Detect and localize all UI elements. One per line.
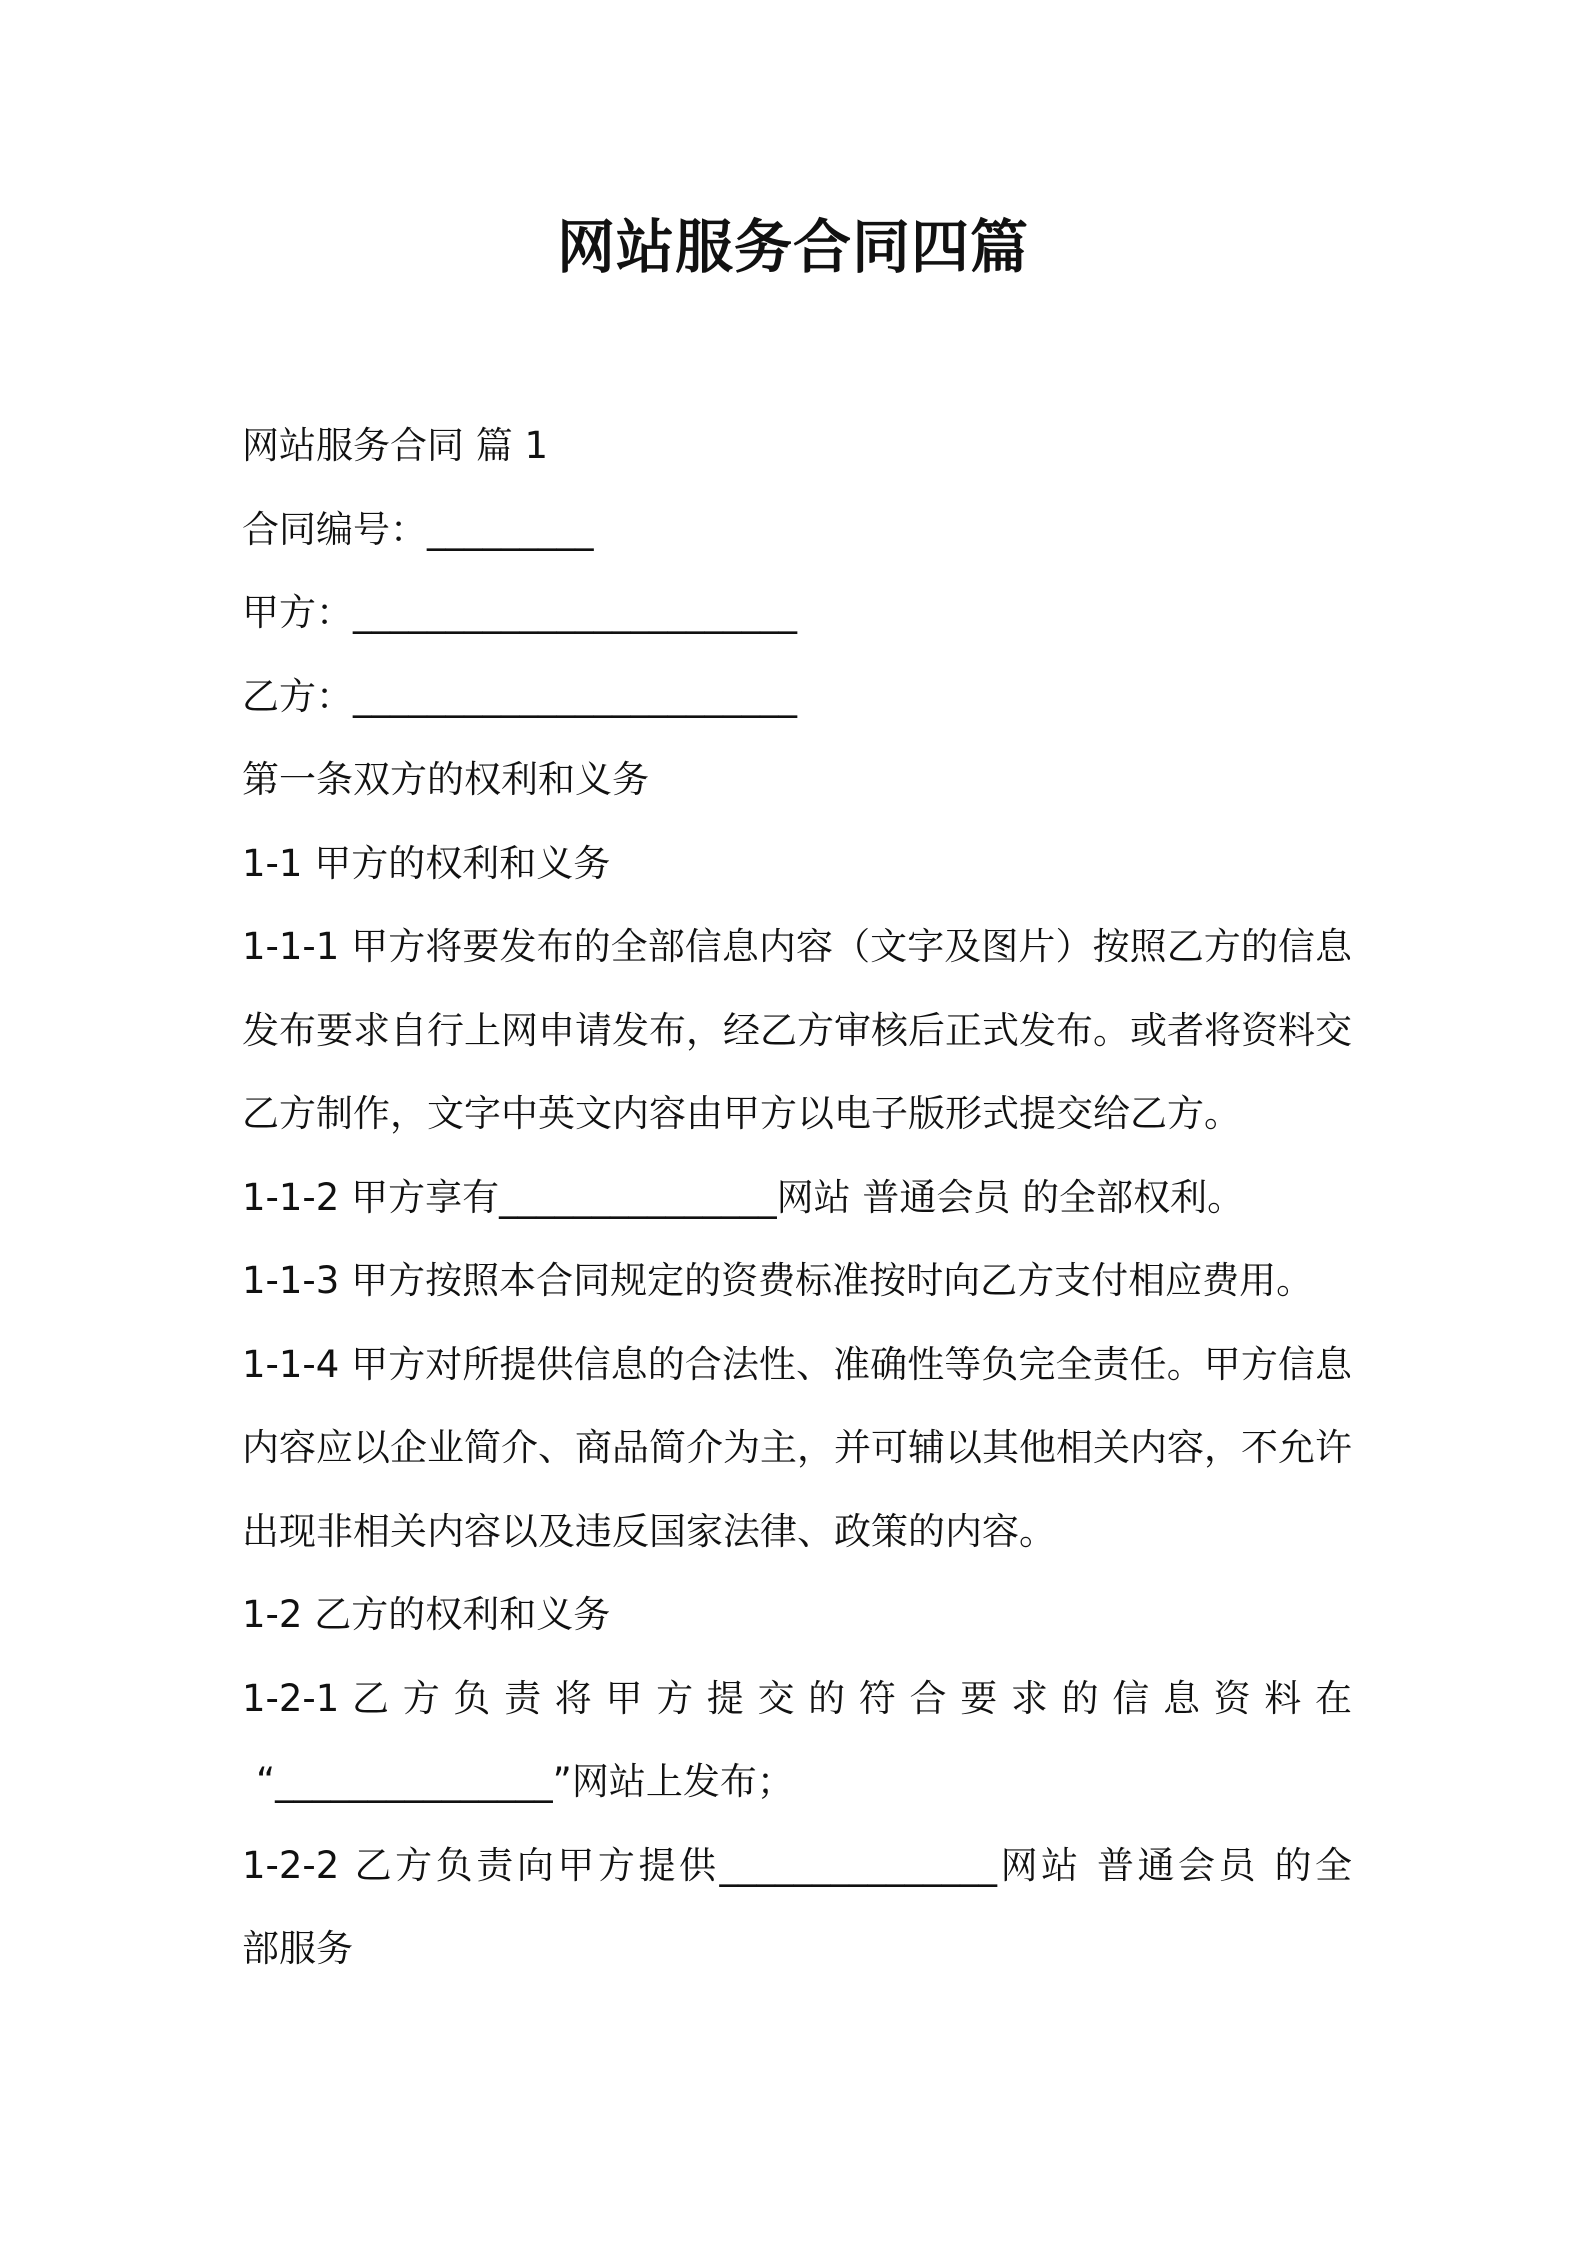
party-b-line: 乙方：________________________ <box>242 674 797 718</box>
contract-number-line: 合同编号：_________ <box>242 507 594 551</box>
paragraph-line: 部服务 <box>242 1927 353 1970</box>
subsection-heading: 1-2 乙方的权利和义务 <box>242 1593 611 1636</box>
paragraph-line: 出现非相关内容以及违反国家法律、政策的内容。 <box>242 1509 1056 1553</box>
subsection-heading: 1-1 甲方的权利和义务 <box>242 841 611 885</box>
party-a-line: 甲方：________________________ <box>242 591 797 634</box>
paragraph-line: “_______________”网站上发布； <box>256 1760 794 1803</box>
paragraph-line: 1-1-4 甲方对所提供信息的合法性、准确性等负完全责任。甲方信息 <box>242 1342 1352 1386</box>
document-body <box>242 404 1352 1991</box>
paragraph-line: 1-1-1 甲方将要发布的全部信息内容（文字及图片）按照乙方的信息 <box>242 925 1352 968</box>
paragraph-line: 1-1-2 甲方享有_______________网站 普通会员 的全部权利。 <box>242 1175 1245 1219</box>
paragraph-line: 1-2-2 乙方负责向甲方提供_______________网站 普通会员 的全 <box>242 1843 1352 1887</box>
paragraph-line: 1-2-1 乙 方 负 责 将 甲 方 提 交 的 符 合 要 求 的 信 息 资 料 在 <box>242 1676 1352 1720</box>
article-heading: 第一条双方的权利和义务 <box>242 758 649 801</box>
paragraph-line: 1-1-3 甲方按照本合同规定的资费标准按时向乙方支付相应费用。 <box>242 1259 1314 1302</box>
paragraph-line: 发布要求自行上网申请发布，经乙方审核后正式发布。或者将资料交 <box>242 1008 1352 1052</box>
section-heading: 网站服务合同 篇 1 <box>242 424 549 467</box>
paragraph-line: 乙方制作，文字中英文内容由甲方以电子版形式提交给乙方。 <box>242 1092 1241 1135</box>
paragraph-line: 内容应以企业简介、商品简介为主，并可辅以其他相关内容，不允许 <box>242 1426 1352 1469</box>
document-title: 网站服务合同四篇 <box>556 213 1029 281</box>
